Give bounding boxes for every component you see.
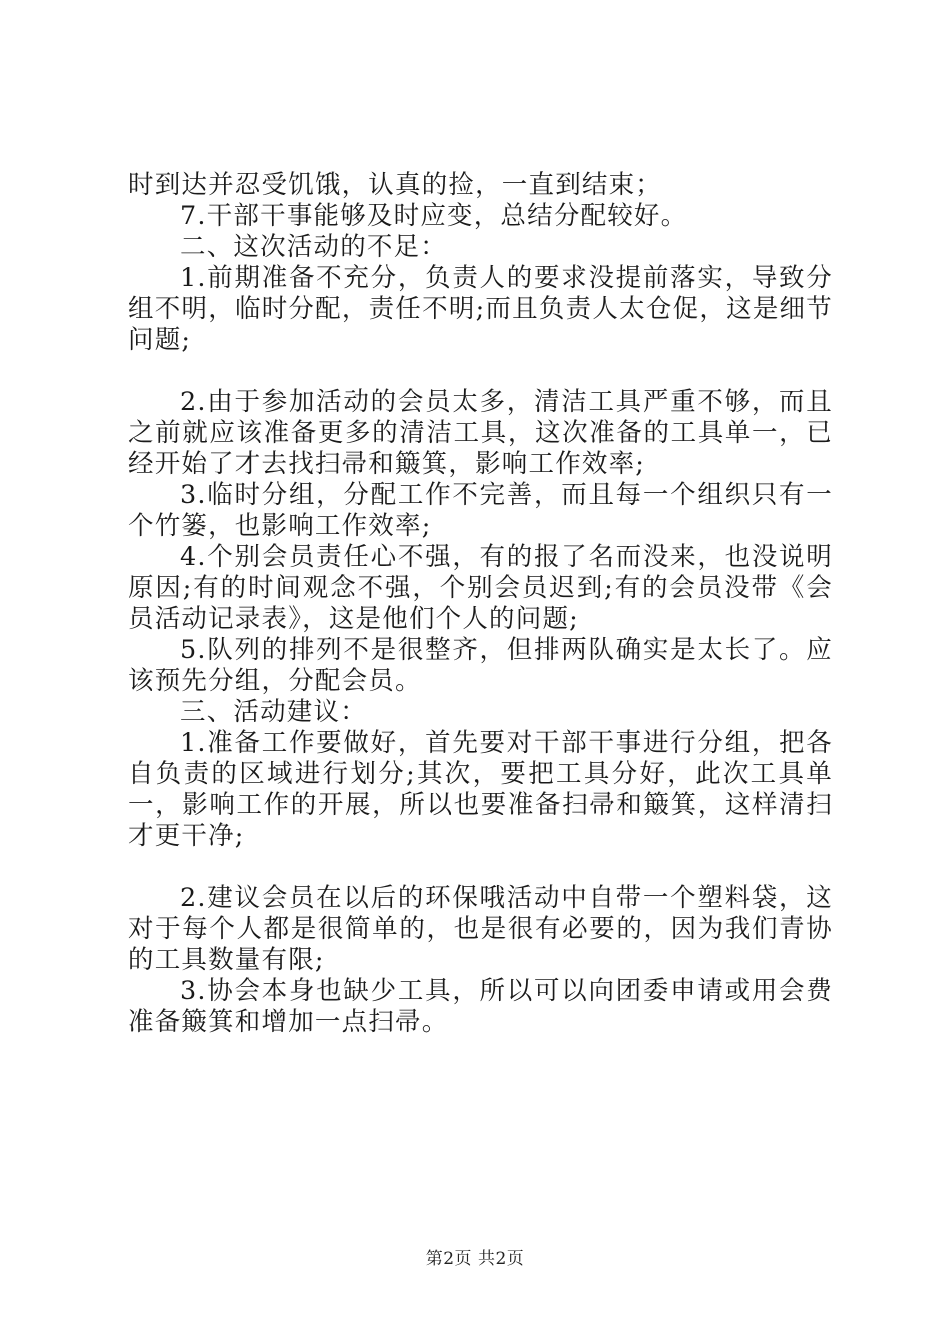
paragraph-6: 3.临时分组，分配工作不完善，而且每一个组织只有一个竹篓，也影响工作效率; — [128, 480, 833, 541]
paragraph-5: 2.由于参加活动的会员太多，清洁工具严重不够，而且之前就应该准备更多的清洁工具，这次准备的工具单一，已经开始了才去找扫帚和簸箕，影响工作效率; — [128, 387, 833, 479]
paragraph-4: 1.前期准备不充分，负责人的要求没提前落实，导致分组不明，临时分配，责任不明;而且负责人太仓促，这是细节问题; — [128, 263, 833, 355]
paragraph-11: 2.建议会员在以后的环保哦活动中自带一个塑料袋，这对于每个人都是很简单的，也是很有必要的，因为我们青协的工具数量有限; — [128, 883, 833, 975]
paragraph-2: 7.干部干事能够及时应变，总结分配较好。 — [180, 201, 688, 231]
section-heading-suggestions: 三、活动建议： — [180, 697, 367, 727]
paragraph-10: 1.准备工作要做好，首先要对干部干事进行分组，把各自负责的区域进行划分;其次，要把工具分好，此次工具单一，影响工作的开展，所以也要准备扫帚和簸箕，这样清扫才更干净; — [128, 728, 833, 851]
document-body — [128, 170, 833, 1038]
paragraph-8: 5.队列的排列不是很整齐，但排两队确实是太长了。应该预先分组，分配会员。 — [128, 635, 833, 696]
paragraph-7: 4.个别会员责任心不强，有的报了名而没来，也没说明原因;有的时间观念不强，个别会员迟到;有的会员没带《会员活动记录表》，这是他们个人的问题; — [128, 542, 833, 634]
section-heading-shortcomings: 二、这次活动的不足： — [180, 232, 448, 262]
paragraph-1: 时到达并忍受饥饿，认真的捡，一直到结束； — [128, 170, 663, 200]
paragraph-12: 3.协会本身也缺少工具，所以可以向团委申请或用会费准备簸箕和增加一点扫帚。 — [128, 976, 833, 1037]
page-footer: 第2页 共2页 — [425, 1249, 525, 1269]
